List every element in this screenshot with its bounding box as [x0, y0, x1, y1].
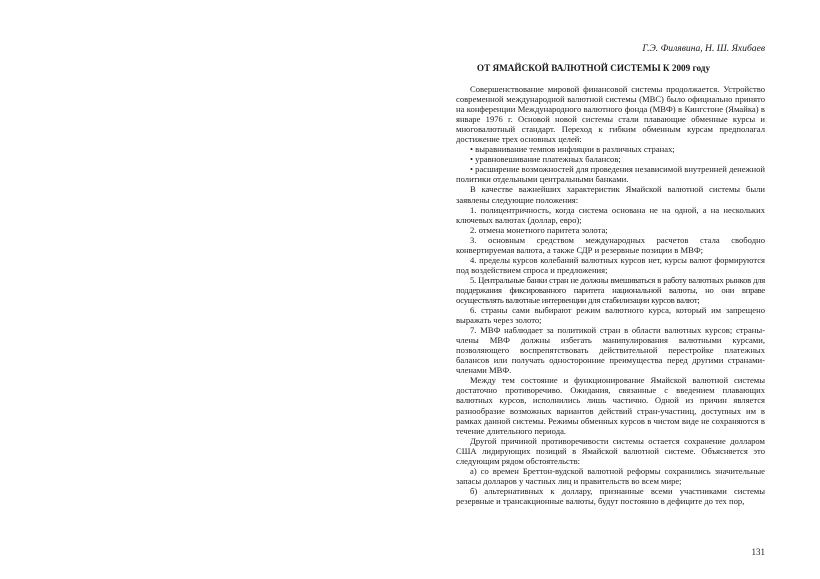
list-item: 3. основным средством международных расчетов стала свободно конвертируемая валюта, а также СДР и резервные позиции в МВФ;	[456, 234, 765, 255]
paragraph: В качестве важнейших характеристик Ямайской валютной системы были заявлены следующие положения:	[456, 184, 765, 205]
list-item: 4. пределы курсов колебаний валютных курсов нет, курсы валют формируются под воздействием спроса и предложения;	[456, 254, 765, 275]
book-page	[422, 0, 820, 579]
bullet-item: • выравнивание темпов инфляции в различных странах;	[470, 144, 675, 155]
page-number: 131	[751, 547, 765, 557]
running-head-authors: Г.Э. Филявина, Н. Ш. Яхибаев	[642, 43, 765, 54]
article-title: ОТ ЯМАЙСКОЙ ВАЛЮТНОЙ СИСТЕМЫ К 2009 году	[476, 63, 711, 73]
paragraph: Между тем состояние и функционирование Ямайской валютной системы достаточно противоречиво. Ожидания, связанные с введением плавающих валютных курсов, исполнились лишь частично. Одной из причин является разнообразие возможных вариантов действий стран-участниц, доступных им в рамках данной системы. Режимы обменных курсов в чистом виде не сохраняются в течение длительного периода.	[456, 375, 765, 436]
list-item: 5. Центральные банки стран не должны вмешиваться в работу валютных рынков для поддержания фиксированного паритета национальной валюты, но они вправе осуществлять валютные интервенции для стабилизации курсов валют;	[456, 274, 765, 305]
list-item: б) альтернативных к доллару, признанные всеми участниками системы резервные и трансакционные валюты, будут постоянно в дефиците до тех пор,	[456, 485, 765, 506]
list-item: 2. отмена монетного паритета золота;	[470, 224, 608, 235]
list-item: 6. страны сами выбирают режим валютного курса, который им запрещено выражать через золото;	[456, 305, 765, 326]
list-item: 1. полицентричность, когда система основана не на одной, а на нескольких ключевых валютах (доллар, евро);	[456, 204, 765, 225]
bullet-item: • расширение возможностей для проведения независимой внутренней денежной политики отдельными центральными банками.	[456, 164, 765, 185]
list-item: а) со времен Бреттон-вудской валютной реформы сохранились значительные запасы долларов у частных лиц и правительств во всем мире;	[456, 465, 765, 486]
article-body	[456, 84, 765, 506]
bullet-item: • уравновешивание платежных балансов;	[470, 154, 621, 165]
paragraph: Совершенствование мировой финансовой системы продолжается. Устройство современной международной валютной системы (МВС) было официально принято на конференции Международного валютного фонда (МВФ) в Кингстоне (Ямайка) в январе 1976 г. Основой новой системы стали плавающие обменные курсы и многовалютный стандарт. Переход к гибким обменным курсам предполагал достижение трех основных целей:	[456, 84, 765, 145]
list-item: 7. МВФ наблюдает за политикой стран в области валютных курсов; страны-члены МВФ должны избегать манипулирования валютными курсами, позволяющего воспрепятствовать действительной перестройке платежных балансов или получать односторонние преимущества перед другими странами-членами МВФ.	[456, 325, 765, 376]
paragraph: Другой причиной противоречивости системы остается сохранение долларом США лидирующих позиций в Ямайской валютной системе. Объясняется это следующим рядом обстоятельств:	[456, 435, 765, 466]
